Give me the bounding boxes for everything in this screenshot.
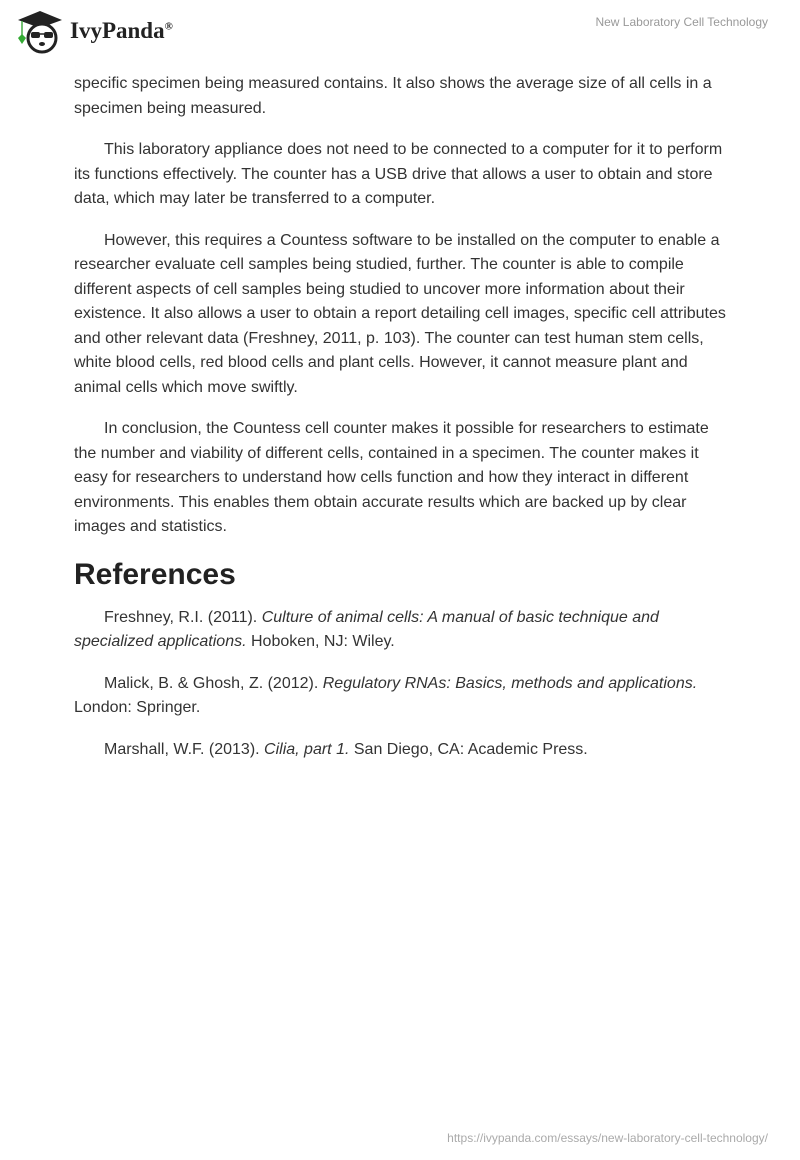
document-title: New Laboratory Cell Technology [595, 15, 768, 29]
paragraph: However, this requires a Countess software to be installed on the computer to enable a researcher evaluate cell samples being studied, further. The counter is able to compile different aspects of cell samples being studied to uncover more information about their existence. It also allows a user to obtain a report detailing cell images, specific cell attributes and other relevant data (Freshney, 2011, p. 103). The counter can test human stem cells, white blood cells, red blood cells and plant cells. However, it cannot measure plant and animal cells which move swiftly. [74, 231, 726, 396]
paragraph: specific specimen being measured contains. It also shows the average size of all cells in a specimen being measured. [74, 75, 712, 117]
source-url[interactable]: https://ivypanda.com/essays/new-laboratory-cell-technology/ [447, 1131, 768, 1145]
reference-item: Marshall, W.F. (2013). Cilia, part 1. San Diego, CA: Academic Press. [104, 740, 588, 758]
logo-text: IvyPanda® [70, 18, 173, 43]
reference-item: Freshney, R.I. (2011). Culture of animal cells: A manual of basic technique and specialized applications. Hoboken, NJ: Wiley. [74, 608, 659, 650]
reference-item: Malick, B. & Ghosh, Z. (2012). Regulatory RNAs: Basics, methods and applications. London: Springer. [74, 674, 698, 716]
paragraph: This laboratory appliance does not need to be connected to a computer for it to perform its functions effectively. The counter has a USB drive that allows a user to obtain and store data, which may later be transferred to a computer. [74, 141, 723, 207]
document-body [74, 72, 728, 779]
panda-graduate-icon [14, 8, 64, 54]
paragraph: In conclusion, the Countess cell counter makes it possible for researchers to estimate the number and viability of different cells, contained in a specimen. The counter makes it easy for researchers to understand how cells function and how they interact in different environments. This enables them obtain accurate results which are backed up by clear images and statistics. [74, 420, 709, 535]
ivypanda-logo[interactable] [14, 8, 173, 54]
references-heading: References [74, 557, 236, 591]
